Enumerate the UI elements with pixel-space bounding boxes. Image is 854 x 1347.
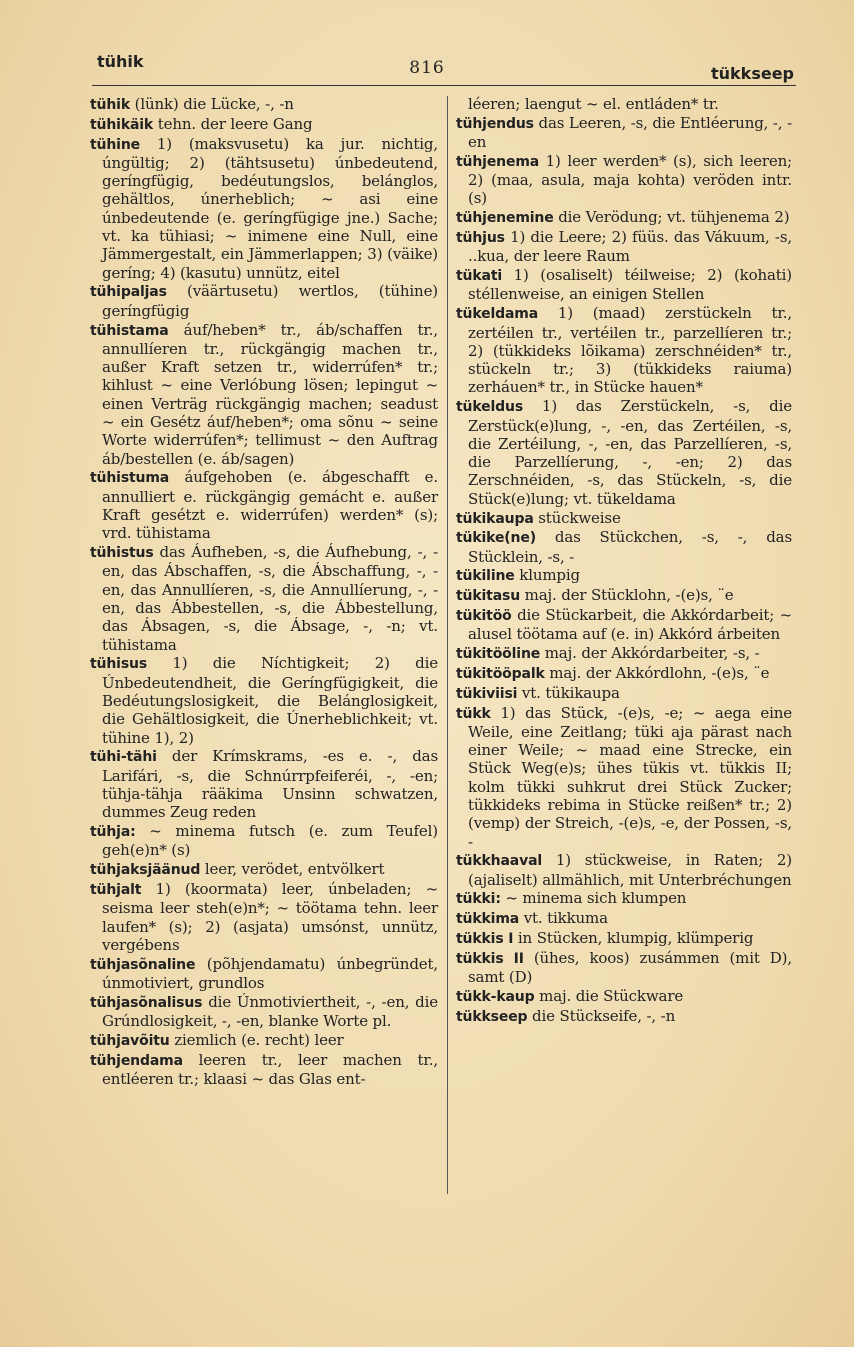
guide-word-left: tühik [97,52,144,71]
dictionary-entry [456,304,792,396]
entry-headword: tühjenema [456,153,540,170]
entry-headword: tühjaksjäänud [90,862,201,879]
entry-definition: ziemlich (e. recht) leer [169,1030,344,1049]
entry-headword: tükike(ne) [456,530,536,547]
entry-definition: das Stückchen, -s, -, das Stücklein, -s, - [468,528,792,566]
entry-definition: 1) (maksvusetu) ka jur. nichtig, úngültig; 2) (tähtsusetu) únbedeutend, geríngfügig, bedéutungslos, belánglos, gehältlos, únerheblich; ~ asi eine únbedeutende (e. geríngfügige jne.) Sache; vt. ka tühiasi; ~ inimene eine Null, eine Jämmergestalt, ein Jämmerlappen; 3) (väike) geríng; 4) (kasutu) unnütz, eitel [102,134,438,282]
dictionary-entry [456,397,792,508]
entry-definition: vt. tükikaupa [517,683,620,702]
entry-headword: tühistuma [90,470,170,487]
dictionary-entry [90,880,438,954]
dictionary-entry [456,851,792,889]
dictionary-entry [90,860,438,879]
entry-definition: die Stückarbeit, die Akkórdarbeit; ~ alusel töötama auf (e. in) Akkórd árbeiten [468,606,792,644]
entry-definition: stückweise [533,508,621,527]
entry-definition: der Krímskrams, -es e. -, das Larifári, -s, die Schnúrrpfeiferéi, -, -en; tühja-tähja rääkima Unsinn schwatzen, dummes Zeug reden [102,747,438,822]
entry-headword: tühja: [90,824,136,841]
entry-headword: tükeldama [456,306,539,323]
entry-definition: das Leeren, -s, die Entléerung, -, -en [468,113,792,152]
entry-headword: tükitööpalk [456,665,545,682]
entry-definition: (põhjendamatu) únbegründet, únmotiviert, grundlos [102,954,438,992]
entry-definition: ~ minema futsch (e. zum Teufel) geh(e)n* (s) [102,822,438,860]
entry-headword: tühik [90,97,130,113]
entry-definition: ~ minema sich klumpen [500,889,687,908]
dictionary-entry [456,704,792,851]
entry-headword: tühjasõnaline [90,956,196,973]
dictionary-entry [456,228,792,266]
entry-headword: tükk-kaup [456,988,535,1005]
dictionary-entry [456,114,792,152]
dictionary-entry [456,266,792,304]
dictionary-entry [456,95,792,113]
entry-headword: tühipaljas [90,284,167,301]
dictionary-entry [90,135,438,282]
entry-headword: tükati [456,268,503,285]
dictionary-entry [456,566,792,585]
entry-definition: 1) (koormata) leer, únbeladen; ~ seisma leer steh(e)n*; ~ töötama tehn. leer laufen* (s); 2) (asjata) umsónst, unnütz, vergébens [102,879,438,954]
dictionary-entry [456,684,792,703]
entry-headword: tükitasu [456,588,521,605]
dictionary-entry [90,1051,438,1089]
entry-headword: tükiline [456,568,515,585]
entry-definition: 1) die Leere; 2) füüs. das Vákuum, -s, ..kua, der leere Raum [468,228,792,266]
entry-headword: tühjavõitu [90,1032,170,1049]
dictionary-entry [90,95,438,114]
entry-headword: tükkhaaval [456,853,543,870]
entry-headword: tühisus [90,656,148,673]
entry-definition: 1) (osaliselt) téilweise; 2) (kohati) stéllenweise, an einigen Stellen [468,266,792,304]
entry-headword: tükeldus [456,399,524,416]
right-column [456,95,792,1027]
entry-headword: tükkis I [456,931,514,948]
entry-headword: tükkseep [456,1008,528,1025]
dictionary-entry [90,747,438,821]
entry-headword: tühine [90,136,140,153]
entry-definition: léeren; laengut ~ el. entláden* tr. [468,95,719,113]
entry-definition: die Stückseife, -, -n [527,1006,676,1025]
entry-headword: tühjasõnalisus [90,994,203,1011]
column-divider [447,96,448,1194]
entry-headword: tühi-tähi [90,749,157,766]
dictionary-entry [456,152,792,208]
entry-definition: áuf/heben* tr., áb/schaffen tr., annullíeren tr., rückgängig machen tr., außer Kraft setzen tr., widerrúfen* tr.; kihlust ~ eine Verlóbung lösen; lepingut ~ einen Verträg rückgängig machen; seadust ~ ein Gesétz áuf/heben*; oma sõnu ~ seine Worte widerrúfen*; tellimust ~ den Auftrag áb/bestellen (e. áb/sagen) [102,320,438,468]
dictionary-entry [456,509,792,528]
dictionary-entry [90,115,438,134]
entry-definition: vt. tikkuma [519,909,608,928]
entry-definition: 1) das Stück, -(e)s, -e; ~ aega eine Weile, eine Zeitlang; tüki aja pärast nach einer Weile; ~ maad eine Strecke, ein Stück Weg(e)s; ühes tükis vt. tükkis II; kolm tükki suhkrut drei Stück Zucker; tükkideks rebima in Stücke reißen* tr.; 2) (vemp) der Streich, -(e)s, -e, der Possen, -s, - [468,703,792,851]
dictionary-entry [90,321,438,468]
entry-definition: (väärtusetu) wertlos, (tühine) geríngfügig [102,282,438,320]
entry-definition: áufgehoben (e. ábgeschafft e. annulliert e. rückgängig gemácht e. außer Kraft gesétzt e. widerrúfen) werden* (s); vrd. tühistama [102,468,438,543]
left-column [90,95,438,1089]
dictionary-entry [456,644,792,663]
entry-headword: tükiviisi [456,685,518,702]
entry-definition: 1) leer werden* (s), sich leeren; 2) (maa, asula, maja kohta) veröden intr. (s) [468,151,792,208]
dictionary-entry [456,949,792,987]
entry-headword: tühikäik [90,116,154,133]
entry-definition: 1) das Zerstückeln, -s, die Zerstück(e)lung, -, -en, das Zertéilen, -s, die Zertéilung, -, -en, das Parzellíeren, -s, die Parzellíerung, -, -en; 2) das Zerschnéiden, -s, das Stückeln, -s, die Stück(e)lung; vt. tükeldama [468,397,792,508]
dictionary-entry [90,955,438,993]
dictionary-entry [456,889,792,908]
entry-definition: leeren tr., leer machen tr., entléeren tr.; klaasi ~ das Glas ent- [102,1050,438,1088]
entry-headword: tühjenemine [456,210,554,227]
entry-definition: 1) die Níchtigkeit; 2) die Únbedeutendheit, die Geríngfügigkeit, die Bedéutungslosigkeit, die Belánglosigkeit, die Gehältlosigkeit, die Únerheblichkeit; vt. tühine 1), 2) [102,654,438,747]
dictionary-entry [456,528,792,566]
entry-headword: tükkima [456,911,520,928]
entry-headword: tükitööline [456,646,541,663]
dictionary-entry [90,993,438,1031]
entry-definition: 1) stückweise, in Raten; 2) (ajaliselt) allmählich, mit Unterbréchungen [468,851,792,889]
entry-headword: tükki: [456,891,501,908]
dictionary-entry [90,654,438,746]
guide-word-right: tükkseep [711,64,794,83]
page-header [0,0,854,90]
entry-definition: tehn. der leere Gang [153,114,313,133]
entry-headword: tühjalt [90,881,142,898]
dictionary-entry [456,208,792,227]
dictionary-entry [456,929,792,948]
dictionary-entry [90,282,438,320]
dictionary-entry [90,468,438,542]
dictionary-entry [456,586,792,605]
entry-headword: tükk [456,705,491,722]
entry-headword: tükkis II [456,950,524,967]
entry-headword: tühjendus [456,115,534,132]
dictionary-entry [456,1007,792,1026]
header-rule [92,85,796,86]
entry-headword: tühistama [90,322,169,339]
entry-definition: die Verödung; vt. tühjenema 2) [553,208,790,227]
entry-definition: maj. die Stückware [534,986,684,1005]
dictionary-entry [90,1031,438,1050]
dictionary-entry [456,909,792,928]
entry-definition: klumpig [514,566,580,585]
entry-headword: tükitöö [456,608,512,625]
entry-headword: tükikaupa [456,510,534,527]
entry-definition: (lünk) die Lücke, -, -n [130,95,294,113]
entry-definition: leer, verödet, entvölkert [200,860,385,879]
dictionary-entry [90,543,438,654]
entry-definition: in Stücken, klumpig, klümperig [513,929,754,948]
dictionary-entry [456,987,792,1006]
entry-definition: maj. der Stücklohn, -(e)s, ¨e [520,586,734,605]
entry-definition: die Únmotiviertheit, -, -en, die Grúndlosigkeit, -, -en, blanke Worte pl. [102,992,438,1031]
dictionary-entry [90,822,438,860]
dictionary-entry [456,606,792,644]
entry-headword: tühistus [90,545,154,562]
entry-definition: maj. der Akkórdarbeiter, -s, - [540,644,760,663]
entry-definition: das Áufheben, -s, die Áufhebung, -, -en, das Ábschaffen, -s, die Ábschaffung, -, -en, das Annullíeren, -s, die Annullíerung, -, -en, das Ábbestellen, -s, die Ábbestellung, das Ábsagen, -s, die Ábsage, -, -n; vt. tühistama [102,543,438,654]
entry-headword: tühjus [456,230,505,247]
page-number: 816 [409,58,445,78]
entry-definition: maj. der Akkórdlohn, -(e)s, ¨e [544,663,770,682]
entry-definition: 1) (maad) zerstückeln tr., zertéilen tr., vertéilen tr., parzellíeren tr.; 2) (tükkideks lõikama) zerschnéiden* tr., stückeln tr.; 3) (tükkideks raiuma) zerháuen* tr., in Stücke hauen* [468,304,792,397]
entry-headword: tühjendama [90,1052,183,1069]
entry-definition: (ühes, koos) zusámmen (mit D), samt (D) [468,948,792,987]
dictionary-entry [456,664,792,683]
